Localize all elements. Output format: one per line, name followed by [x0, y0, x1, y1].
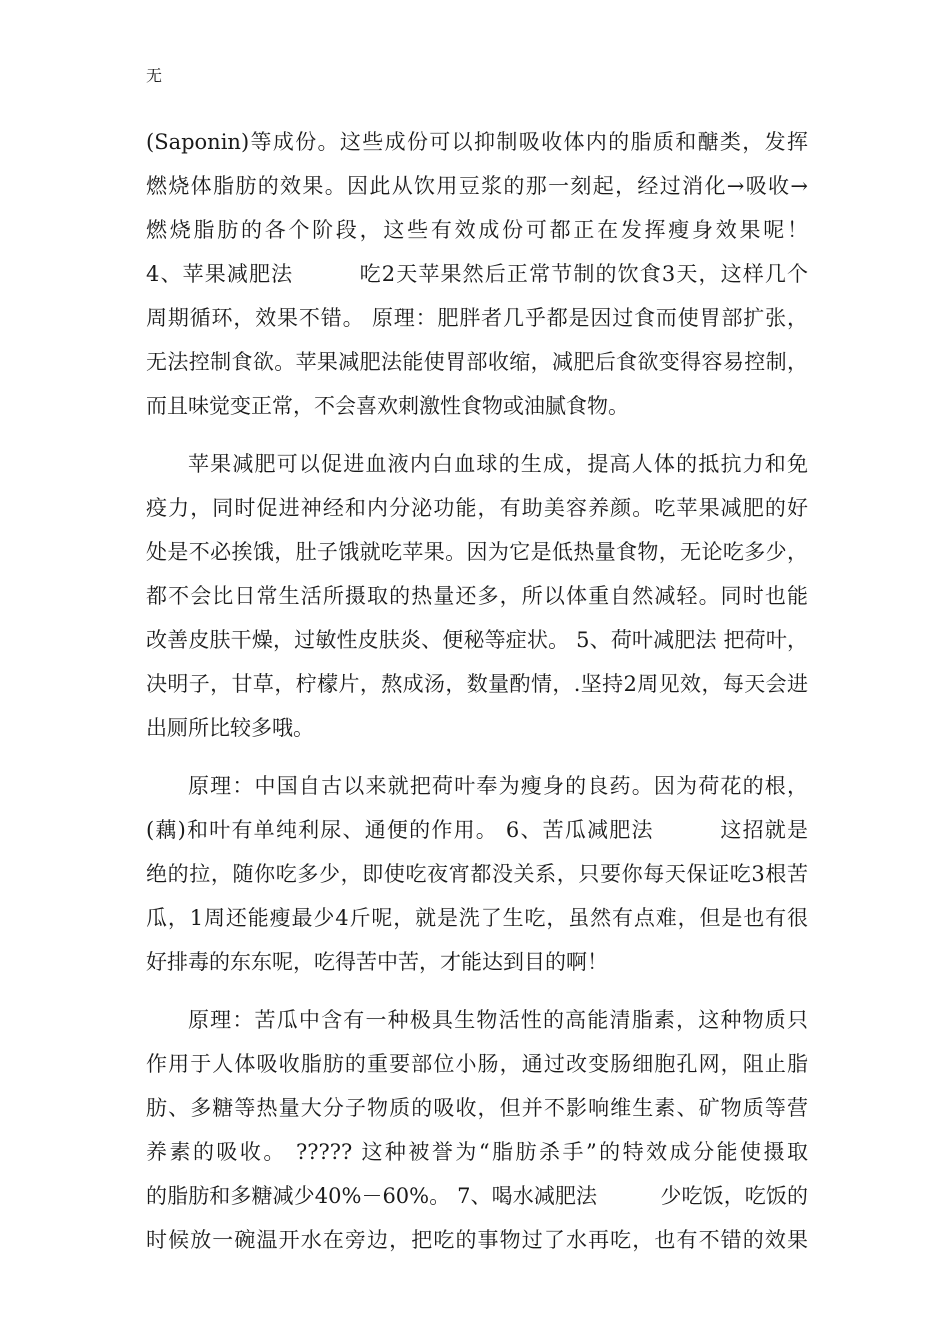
text-line: 而且味觉变正常，不会喜欢刺激性食物或油腻食物。 [146, 394, 629, 418]
text-line: 绝的拉，随你吃多少，即使吃夜宵都没关系，只要你每天保证吃3根苦 [146, 862, 808, 886]
paragraph-gap [146, 428, 808, 442]
text-line: 原理：苦瓜中含有一种极具生物活性的高能清脂素，这种物质只 [188, 1008, 808, 1032]
text-line: 好排毒的东东呢，吃得苦中苦，才能达到目的啊！ [146, 950, 608, 974]
text-line: 出厕所比较多哦。 [146, 716, 314, 740]
text-line: (Saponin)等成份。这些成份可以抑制吸收体内的脂质和醣类，发挥 [146, 130, 808, 154]
text-line: 改善皮肤干燥，过敏性皮肤炎、便秘等症状。 5、荷叶减肥法 把荷叶， [146, 628, 808, 652]
text-line: 周期循环，效果不错。 原理：肥胖者几乎都是因过食而使胃部扩张， [146, 306, 808, 330]
paragraph-gap [146, 750, 808, 764]
text-line: 苹果减肥可以促进血液内白血球的生成，提高人体的抵抗力和免 [188, 452, 808, 476]
text-line: 时候放一碗温开水在旁边，把吃的事物过了水再吃，也有不错的效果 [146, 1228, 808, 1252]
text-line: (藕)和叶有单纯利尿、通便的作用。 6、苦瓜减肥法 这招就是 [146, 818, 808, 842]
page-header: 无 [146, 66, 163, 85]
document-body [146, 120, 808, 1262]
text-line: 肪、多糖等热量大分子物质的吸收，但并不影响维生素、矿物质等营 [146, 1096, 808, 1120]
text-line: 瓜，1周还能瘦最少4斤呢，就是洗了生吃，虽然有点难，但是也有很 [146, 906, 808, 930]
text-line: 燃烧体脂肪的效果。因此从饮用豆浆的那一刻起，经过消化→吸收→ [146, 174, 808, 198]
text-line: 作用于人体吸收脂肪的重要部位小肠，通过改变肠细胞孔网，阻止脂 [146, 1052, 808, 1076]
text-line: 决明子，甘草，柠檬片，熬成汤，数量酌情，.坚持2周见效，每天会进 [146, 672, 808, 696]
text-line: 4、苹果减肥法 吃2天苹果然后正常节制的饮食3天，这样几个 [146, 262, 808, 286]
text-line: 疫力，同时促进神经和内分泌功能，有助美容养颜。吃苹果减肥的好 [146, 496, 808, 520]
text-line: 处是不必挨饿，肚子饿就吃苹果。因为它是低热量食物，无论吃多少， [146, 540, 808, 564]
text-line: 无法控制食欲。苹果减肥法能使胃部收缩，减肥后食欲变得容易控制， [146, 350, 808, 374]
text-line: 养素的吸收。 ????? 这种被誉为“脂肪杀手”的特效成分能使摄取 [146, 1140, 808, 1164]
text-line: 原理：中国自古以来就把荷叶奉为瘦身的良药。因为荷花的根， [188, 774, 808, 798]
text-line: 的脂肪和多糖减少40%－60%。 7、喝水减肥法 少吃饭，吃饭的 [146, 1184, 808, 1208]
text-line: 燃烧脂肪的各个阶段，这些有效成份可都正在发挥瘦身效果呢！ [146, 218, 808, 242]
text-line: 都不会比日常生活所摄取的热量还多，所以体重自然减轻。同时也能 [146, 584, 808, 608]
paragraph-gap [146, 984, 808, 998]
